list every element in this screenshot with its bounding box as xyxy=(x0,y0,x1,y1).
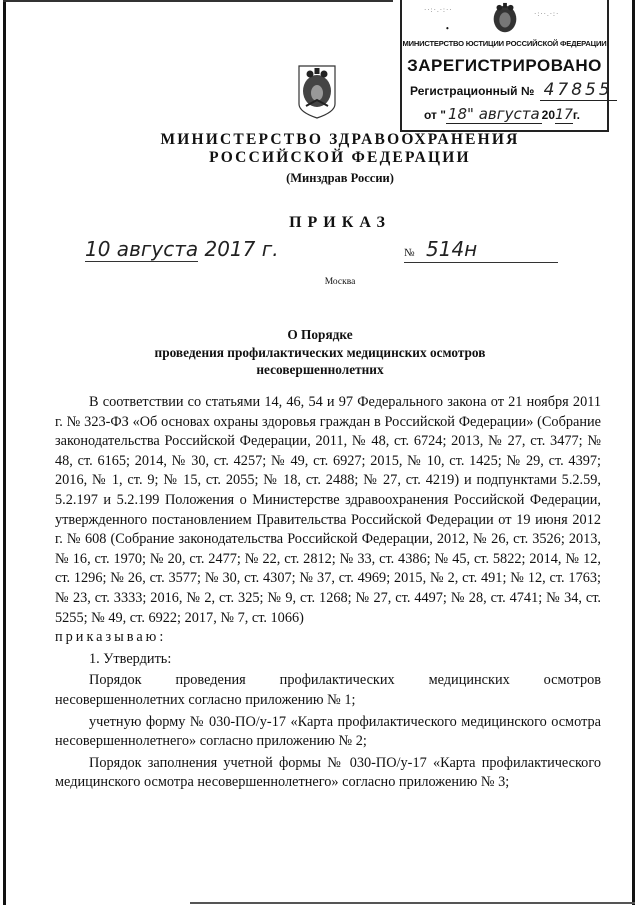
order-date-year: 2017 г. xyxy=(204,237,279,261)
page-frame-top xyxy=(3,0,393,2)
subject-line1: О Порядке xyxy=(287,327,353,342)
stamp-date-handwritten: 18" августа xyxy=(447,105,540,123)
order-date xyxy=(85,236,279,262)
page-frame-right xyxy=(632,0,635,905)
registration-stamp xyxy=(400,0,613,132)
approve-item-2: учетную форму № 030-ПО/у-17 «Карта профилактического медицинского осмотра несовершеннолетнего» согласно приложению № 2; xyxy=(55,713,601,750)
order-date-day-month: 10 августа xyxy=(85,237,199,261)
stamp-date-suffix: г. xyxy=(572,108,580,122)
order-number-field xyxy=(404,236,558,263)
stamp-date-line xyxy=(424,105,580,125)
city: Москва xyxy=(324,277,356,287)
stamp-status: ЗАРЕГИСТРИРОВАНО xyxy=(407,56,602,75)
stamp-eagle-icon xyxy=(490,2,520,36)
order-number: 514н xyxy=(426,237,478,261)
stamp-noise: ·:··.·:· xyxy=(534,10,560,18)
ministry-title-line2: РОССИЙСКОЙ ФЕДЕРАЦИИ xyxy=(209,149,471,166)
document-type: ПРИКАЗ xyxy=(289,214,391,231)
document-body xyxy=(55,393,601,793)
preamble-paragraph: В соответствии со статьями 14, 46, 54 и 97 Федерального закона от 21 ноября 2011 г. № 323-ФЗ «Об основах охраны здоровья граждан в Российской Федерации» (Собрание законодательства Российской Федерации, 2011, № 48, ст. 6724; 2013, № 27, ст. 3477; № 48, ст. 6165; 2014, № 30, ст. 4257; № 49, ст. 6927; 2015, № 10, ст. 1425; № 29, ст. 4397; 2016, № 1, ст. 9; № 15, ст. 2055; № 18, ст. 2488; № 27, ст. 4219) и подпунктами 5.2.59, 5.2.197 и 5.2.199 Положения о Министерстве здравоохранения Российской Федерации, утвержденного постановлением Правительства Российской Федерации от 19 июня 2012 г. № 608 (Собрание законодательства Российской Федерации, 2012, № 26, ст. 3526; 2013, № 16, ст. 1970; № 20, ст. 2477; № 22, ст. 2812; № 33, ст. 4386; № 45, ст. 5822; 2014, № 12, ст. 1296; № 26, ст. 3577; № 30, ст. 4307; № 37, ст. 4969; 2015, № 2, ст. 491; № 12, ст. 1763; № 23, ст. 3333; 2016, № 2, ст. 325; № 9, ст. 1268; № 27, ст. 4497; № 28, ст. 4741; № 34, ст. 5255; № 49, ст. 6922; 2017, № 7, ст. 1066) xyxy=(55,394,601,626)
stamp-reg-number: 47855 xyxy=(540,80,617,101)
order-subject xyxy=(60,326,580,379)
page-frame-bottom xyxy=(190,902,635,904)
stamp-date-year: 20 xyxy=(541,108,556,122)
stamp-mark: • xyxy=(446,24,449,33)
approve-item-3: Порядок заполнения учетной формы № 030-ПО/у-17 «Карта профилактического медицинского осмотра несовершеннолетнего» согласно приложению № 3; xyxy=(55,754,601,791)
ministry-title xyxy=(140,131,540,167)
approve-item-1: Порядок проведения профилактических медицинских осмотров несовершеннолетних согласно приложению № 1; xyxy=(55,672,601,708)
stamp-ministry: МИНИСТЕРСТВО ЮСТИЦИИ РОССИЙСКОЙ ФЕДЕРАЦИИ xyxy=(402,39,607,48)
stamp-registration-line xyxy=(410,80,617,102)
coat-of-arms-icon xyxy=(296,64,338,120)
subject-line3: несовершеннолетних xyxy=(256,362,384,377)
page-frame-left xyxy=(3,2,6,905)
ministry-short-name: (Минздрав России) xyxy=(286,171,394,185)
stamp-date-prefix: от " xyxy=(424,108,446,122)
stamp-noise: ··:·.·:·· xyxy=(424,6,453,14)
stamp-date-year-tail: 17 xyxy=(555,107,573,123)
item-1-heading: 1. Утвердить: xyxy=(89,650,172,667)
order-word: приказываю: xyxy=(55,629,167,646)
subject-line2: проведения профилактических медицинских осмотров xyxy=(154,344,486,360)
stamp-reg-label: Регистрационный № xyxy=(410,84,535,98)
number-sign: № xyxy=(404,247,415,259)
ministry-title-line1: МИНИСТЕРСТВО ЗДРАВООХРАНЕНИЯ xyxy=(160,131,520,148)
